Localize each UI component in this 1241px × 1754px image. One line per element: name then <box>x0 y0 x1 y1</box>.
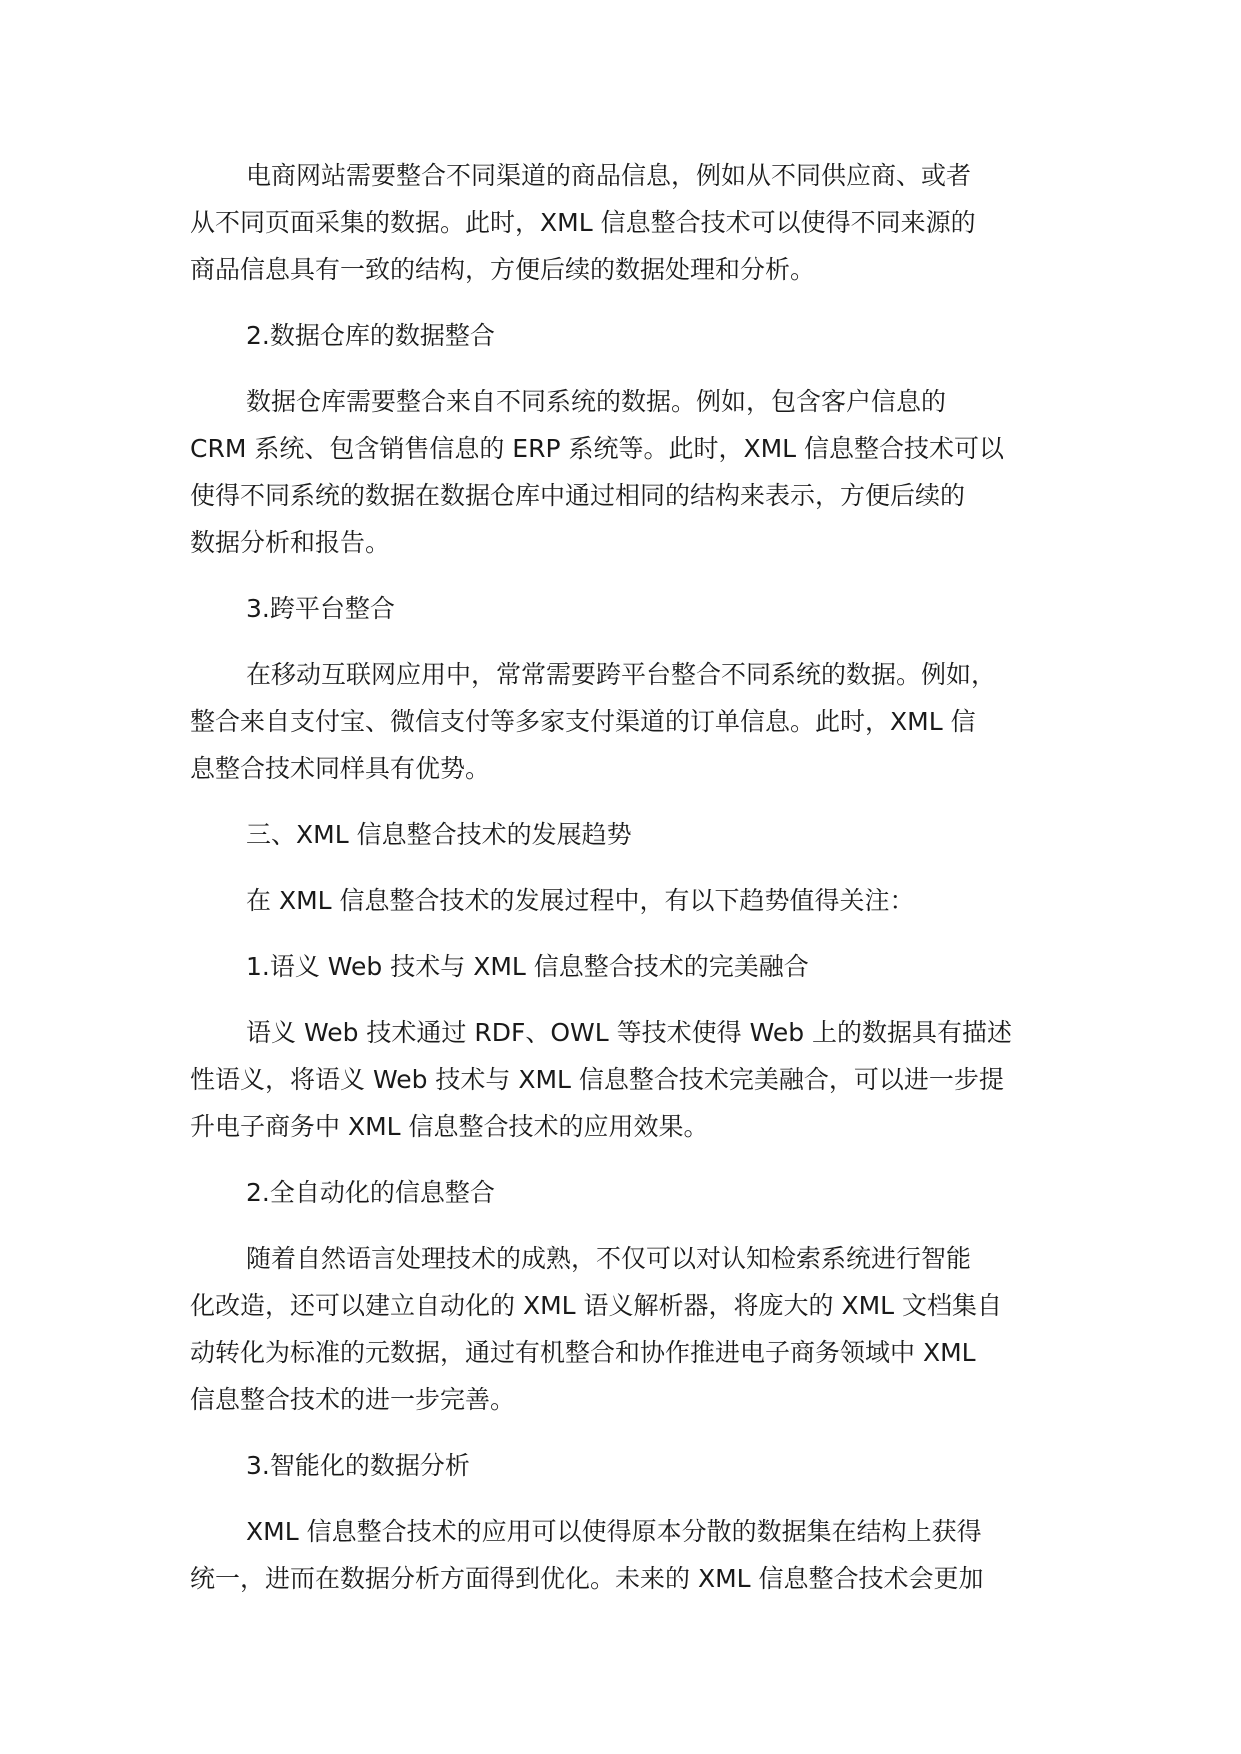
text-line: 性语义，将语义 Web 技术与 XML 信息整合技术完美融合，可以进一步提 <box>190 1065 1004 1094</box>
paragraph <box>190 651 1070 792</box>
paragraph <box>190 1009 1070 1150</box>
text-line: 语义 Web 技术通过 RDF、OWL 等技术使得 Web 上的数据具有描述 <box>246 1018 1013 1047</box>
text-line: 商品信息具有一致的结构，方便后续的数据处理和分析。 <box>190 255 816 284</box>
text-line: XML 信息整合技术的应用可以使得原本分散的数据集在结构上获得 <box>246 1517 982 1546</box>
paragraph <box>190 1508 1070 1602</box>
chapter-heading: 三、XML 信息整合技术的发展趋势 <box>246 820 632 849</box>
text-line: 信息整合技术的进一步完善。 <box>190 1385 516 1414</box>
section-heading: 3.智能化的数据分析 <box>246 1451 470 1480</box>
text-line: 数据仓库需要整合来自不同系统的数据。例如，包含客户信息的 <box>246 387 947 416</box>
paragraph <box>190 1235 1070 1423</box>
text-line: CRM 系统、包含销售信息的 ERP 系统等。此时，XML 信息整合技术可以 <box>190 434 1005 463</box>
text-line: 统一，进而在数据分析方面得到优化。未来的 XML 信息整合技术会更加 <box>190 1564 984 1593</box>
text-line: 升电子商务中 XML 信息整合技术的应用效果。 <box>190 1112 709 1141</box>
text-line: 使得不同系统的数据在数据仓库中通过相同的结构来表示，方便后续的 <box>190 481 966 510</box>
text-line: 动转化为标准的元数据，通过有机整合和协作推进电子商务领域中 XML <box>190 1338 976 1367</box>
text-line: 化改造，还可以建立自动化的 XML 语义解析器，将庞大的 XML 文档集自 <box>190 1291 1003 1320</box>
text-line: 从不同页面采集的数据。此时，XML 信息整合技术可以使得不同来源的 <box>190 208 976 237</box>
section-heading: 2.数据仓库的数据整合 <box>246 321 495 350</box>
text-line: 整合来自支付宝、微信支付等多家支付渠道的订单信息。此时，XML 信 <box>190 707 976 736</box>
section-heading: 2.全自动化的信息整合 <box>246 1178 495 1207</box>
document-body <box>190 152 1070 1621</box>
section-heading: 3.跨平台整合 <box>246 594 395 623</box>
text-line: 数据分析和报告。 <box>190 528 391 557</box>
text-line: 随着自然语言处理技术的成熟，不仅可以对认知检索系统进行智能 <box>246 1244 972 1273</box>
text-line: 在移动互联网应用中，常常需要跨平台整合不同系统的数据。例如， <box>246 660 997 689</box>
intro-sentence: 在 XML 信息整合技术的发展过程中，有以下趋势值得关注： <box>246 886 915 915</box>
text-line: 息整合技术同样具有优势。 <box>190 754 491 783</box>
paragraph <box>190 152 1070 293</box>
text-line: 电商网站需要整合不同渠道的商品信息，例如从不同供应商、或者 <box>246 161 972 190</box>
section-heading: 1.语义 Web 技术与 XML 信息整合技术的完美融合 <box>246 952 809 981</box>
paragraph <box>190 378 1070 566</box>
